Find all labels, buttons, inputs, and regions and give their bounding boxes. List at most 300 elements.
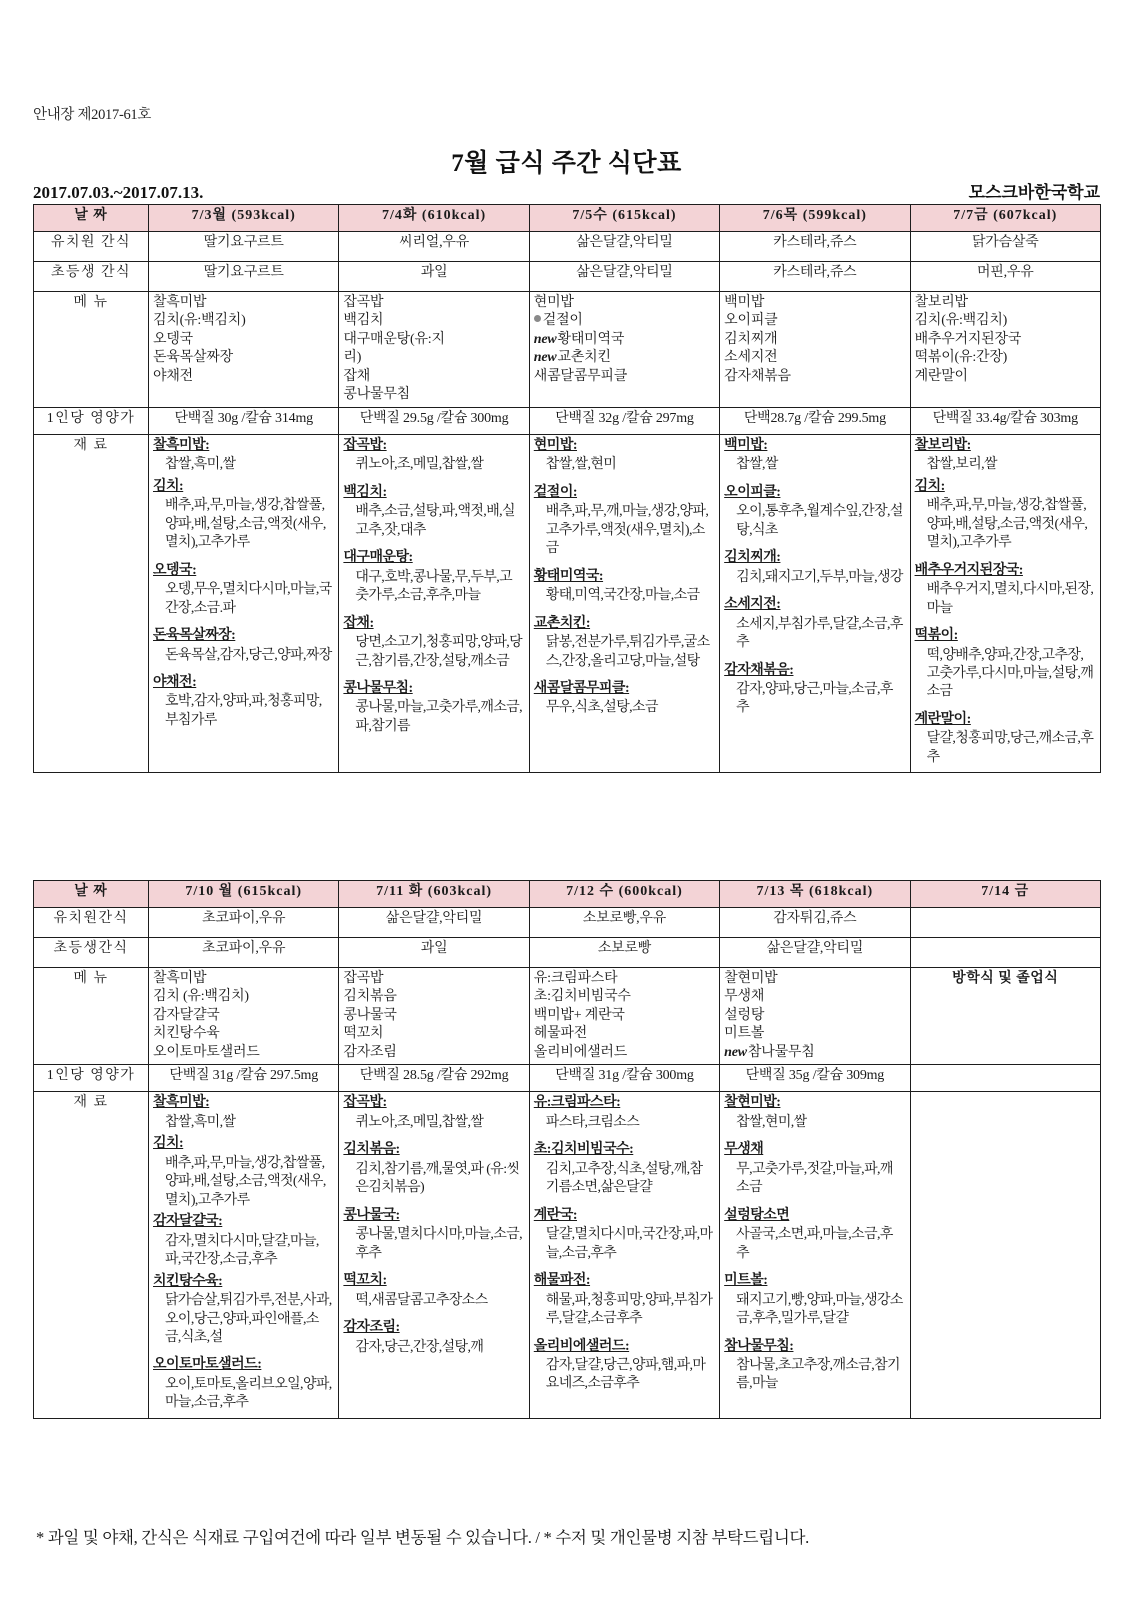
menu-item [153, 349, 334, 367]
elementary-snack-4: 카스테라,쥬스 [720, 262, 910, 292]
ingredient-dish-name: 김치볶음: [343, 1142, 400, 1158]
ingredient-list: 콩나물,멸치다시마,마늘,소금,후추 [355, 1227, 523, 1261]
page-title: 7월 급식 주간 식단표 [451, 150, 682, 177]
ingredient-dish-name: 잡채: [343, 615, 374, 631]
ingredient-list: 감자,멸치다시마,달걀,마늘,파,국간장,소금,후추 [165, 1233, 319, 1268]
menu-item-label: 오뎅국 [153, 331, 193, 347]
kinder-snack-5: 닭가슴살죽 [910, 232, 1100, 262]
day-header-5: 7/14 금 [910, 881, 1100, 908]
menu-item [343, 349, 524, 367]
ingredient-dish-name: 잡곡밥: [343, 437, 387, 453]
ingredient-list: 사골국,소면,파,마늘,소금,후추 [736, 1227, 893, 1261]
menu-item-label: 콩나물무침 [343, 387, 411, 403]
day-header-4: 7/13 목 (618kcal) [720, 881, 910, 908]
ingredient-dish-name: 황태미역국: [533, 568, 604, 584]
ingredients-cell-3 [529, 434, 719, 773]
ingredient-list: 무우,식초,설탕,소금 [545, 700, 658, 716]
kinder-snack-row [34, 232, 1101, 262]
ingredient-dish-name: 떡볶이: [914, 628, 958, 644]
ingredient-list: 찹쌀,보리,쌀 [926, 457, 997, 473]
ingredient-group [343, 1141, 524, 1197]
ingredient-dish-name: 떡꼬치: [343, 1273, 387, 1289]
menu-item [343, 386, 524, 404]
menu-item [153, 970, 334, 988]
menu-item [343, 1025, 524, 1043]
ingredient-dish-name: 현미밥: [533, 437, 578, 453]
ingredient-list: 떡,새콤달콤고추장소스 [355, 1292, 488, 1308]
nutrition-cell-3: 단백질 31g /칼슘 300mg [529, 1065, 719, 1092]
ingredient-list: 오이,토마토,올리브오일,양파,마늘,소금,후추 [165, 1376, 332, 1411]
kinder-snack-1: 딸기요구르트 [149, 232, 339, 262]
menu-item [153, 1025, 334, 1043]
menu-item [153, 368, 334, 386]
ingredient-dish-name: 대구매운탕: [343, 550, 413, 566]
menu-item-label: 김치찌개 [724, 331, 778, 347]
ingredient-dish-name: 무생채 [724, 1142, 764, 1158]
ingredient-group [343, 484, 524, 540]
ingredient-group [724, 1141, 905, 1197]
menu-item-label: 오이토마토샐러드 [153, 1044, 260, 1060]
ingredient-list: 김치,고추장,식초,설탕,깨,참기름소면,삶은달걀 [545, 1161, 703, 1196]
ingredient-list: 해물,파,청홍피망,양파,부침가루,달걀,소금후추 [545, 1292, 713, 1327]
menu-item-label: 김치(유:백김치) [914, 313, 1008, 329]
ingredient-dish-name: 교촌치킨: [533, 615, 591, 631]
row-label-ingredients: 재 료 [34, 434, 149, 773]
nutrition-cell-2: 단백질 29.5g /칼슘 300mg [339, 407, 529, 434]
ingredient-group [534, 1094, 715, 1132]
ingredient-list: 파스타,크림소스 [545, 1114, 640, 1130]
menu-item [343, 1044, 524, 1062]
menu-item [343, 331, 524, 349]
ingredient-group [153, 437, 334, 475]
ingredient-dish-name: 김치찌개: [724, 550, 781, 566]
menu-item [343, 970, 524, 988]
menu-item [724, 331, 905, 349]
ingredient-group [153, 674, 334, 730]
menu-item [724, 312, 905, 330]
row-label-menu: 메 뉴 [34, 968, 149, 1065]
menu-item [153, 331, 334, 349]
nutrition-row [34, 1065, 1101, 1092]
ingredient-dish-name: 계란국: [533, 1207, 578, 1223]
menu-item [153, 294, 334, 312]
week2-menu-table [33, 880, 1101, 1419]
ingredient-list: 감자,당근,간장,설탕,깨 [355, 1339, 484, 1355]
menu-item [343, 368, 524, 386]
menu-item [724, 368, 905, 386]
table-header-row [34, 205, 1101, 232]
day-header-2: 7/11 화 (603kcal) [339, 881, 529, 908]
menu-item-label: 오이피클 [724, 313, 778, 329]
ingredient-group [534, 437, 715, 475]
menu-item [153, 312, 334, 330]
menu-row [34, 292, 1101, 408]
menu-item [534, 349, 715, 367]
menu-item [534, 368, 715, 386]
ingredient-dish-name: 소세지전: [724, 597, 781, 613]
ingredient-group [534, 1338, 715, 1394]
menu-item [724, 988, 905, 1006]
ingredient-dish-name: 찰보리밥: [914, 437, 971, 453]
menu-item [153, 1007, 334, 1025]
menu-item [915, 368, 1096, 386]
menu-item-label: 소세지전 [724, 350, 778, 366]
ingredient-list: 오이,통후추,월계수잎,간장,설탕,식초 [736, 504, 903, 538]
menu-item-label: 배추우거지된장국 [914, 331, 1022, 347]
ingredient-dish-name: 해물파전: [533, 1273, 591, 1289]
ingredient-dish-name: 겉절이: [533, 484, 578, 500]
menu-item [724, 970, 905, 988]
row-label-elementary-snack: 초등생간식 [34, 938, 149, 968]
ingredient-dish-name: 참나물무침: [724, 1338, 794, 1354]
ingredient-dish-name: 계란말이: [914, 711, 971, 727]
nutrition-cell-1: 단백질 31g /칼슘 297.5mg [149, 1065, 339, 1092]
menu-item [534, 1044, 715, 1062]
ingredient-dish-name: 찰흑미밥: [153, 1095, 210, 1111]
ingredient-list: 배추,파,무,마늘,생강,찹쌀풀,양파,배,설탕,소금,액젓(새우,멸치),고추가루 [165, 498, 326, 551]
ingredient-list: 배추우거지,멸치,다시마,된장,마늘 [926, 582, 1094, 616]
nutrition-cell-5 [910, 1065, 1100, 1092]
menu-item-label: 대구매운탕(유:지 [343, 331, 445, 347]
menu-cell-2 [339, 968, 529, 1065]
ingredient-dish-name: 찰흑미밥: [153, 437, 210, 453]
menu-item [153, 988, 334, 1006]
menu-item-label: 교촌치킨 [557, 350, 611, 366]
ingredient-group [915, 711, 1096, 767]
ingredients-row [34, 434, 1101, 773]
ingredient-list: 배추,파,무,마늘,생강,찹쌀풀,양파,배,설탕,소금,액젓(새우,멸치),고추가루 [165, 1155, 326, 1208]
menu-item [724, 1044, 905, 1062]
day-header-4: 7/6목 (599kcal) [720, 205, 910, 232]
ingredient-group [534, 568, 715, 606]
school-name: 모스크바한국학교 [968, 183, 1100, 202]
menu-cell-1 [149, 292, 339, 408]
document-number: 안내장 제2017-61호 [33, 107, 152, 123]
menu-item-label: 잡곡밥 [343, 971, 384, 986]
header-label-date: 날 짜 [34, 205, 149, 232]
ingredients-cell-4 [720, 1092, 910, 1419]
ingredient-dish-name: 감자달걀국: [153, 1214, 223, 1230]
elementary-snack-2: 과일 [339, 938, 529, 968]
ingredients-cell-2 [339, 1092, 529, 1419]
menu-item [534, 294, 715, 312]
table-header-row [34, 881, 1101, 908]
ingredient-dish-name: 배추우거지된장국: [914, 562, 1023, 578]
ingredient-dish-name: 올리비에샐러드: [533, 1338, 630, 1354]
ingredient-group [534, 680, 715, 718]
row-label-ingredients: 재 료 [34, 1092, 149, 1419]
menu-row [34, 968, 1101, 1065]
menu-item-label: 감자달걀국 [153, 1007, 220, 1023]
ingredient-group [724, 1207, 905, 1263]
ingredient-dish-name: 잡곡밥: [343, 1095, 387, 1111]
ingredient-dish-name: 김치: [153, 478, 184, 494]
ingredient-group [724, 1338, 905, 1394]
ingredient-dish-name: 콩나물국: [343, 1207, 400, 1223]
menu-item [724, 294, 905, 312]
kinder-snack-5 [910, 908, 1100, 938]
ingredient-list: 오뎅,무우,멸치다시마,마늘,국간장,소금.파 [165, 582, 332, 616]
menu-item-label: 백미밥 [724, 295, 765, 310]
ingredient-list: 콩나물,마늘,고춧가루,깨소금,파,참기름 [355, 700, 523, 734]
ingredient-group [153, 1273, 334, 1348]
ingredient-list: 배추,소금,설탕,파,액젓,배,실고추,잣,대추 [355, 504, 515, 538]
ingredient-group [915, 627, 1096, 702]
elementary-snack-1: 딸기요구르트 [149, 262, 339, 292]
ingredient-list: 배추,파,무,깨,마늘,생강,양파,고추가루,액젓(새우,멸치),소금 [545, 504, 709, 557]
menu-item-label: 황태미역국 [557, 331, 625, 347]
menu-cell-4 [720, 292, 910, 408]
ingredient-list: 김치,돼지고기,두부,마늘,생강 [736, 569, 903, 585]
ingredient-group [343, 1094, 524, 1132]
elementary-snack-row [34, 938, 1101, 968]
ingredient-group [534, 1207, 715, 1263]
elementary-snack-1: 초코파이,우유 [149, 938, 339, 968]
kinder-snack-2: 씨리얼,우유 [339, 232, 529, 262]
menu-item-label: 잡채 [343, 368, 371, 384]
menu-item-label: 참나물무침 [747, 1044, 815, 1060]
menu-item-label: 설렁탕 [724, 1007, 765, 1023]
day-header-3: 7/12 수 (600kcal) [529, 881, 719, 908]
ingredient-dish-name: 오이토마토샐러드: [153, 1357, 262, 1373]
ingredient-list: 찹쌀,쌀,현미 [545, 457, 617, 473]
kinder-snack-4: 카스테라,쥬스 [720, 232, 910, 262]
menu-cell-5 [910, 292, 1100, 408]
menu-item [534, 1025, 715, 1043]
day-header-5: 7/7금 (607kcal) [910, 205, 1100, 232]
ingredient-dish-name: 치킨탕수육: [153, 1273, 223, 1289]
menu-item-label: 유:크림파스타 [533, 971, 618, 986]
menu-item [343, 988, 524, 1006]
menu-item-label: 겉절이 [542, 313, 583, 329]
ingredients-row [34, 1092, 1101, 1419]
ingredient-group [724, 549, 905, 587]
ingredient-dish-name: 김치: [914, 478, 945, 494]
ingredient-list: 닭봉,전분가루,튀김가루,굴소스,간장,올리고당,마늘,설탕 [545, 635, 710, 669]
ingredient-group [153, 562, 334, 618]
menu-item-label: 올리비에샐러드 [533, 1044, 628, 1060]
ingredient-list: 찹쌀,흑미,쌀 [165, 457, 236, 473]
menu-item-label: 계란말이 [914, 368, 968, 384]
menu-item [724, 349, 905, 367]
ingredient-dish-name: 백김치: [343, 484, 387, 500]
elementary-snack-5: 머핀,우유 [910, 262, 1100, 292]
ingredient-list: 찹쌀,현미,쌀 [736, 1114, 807, 1130]
ingredient-group [153, 1135, 334, 1210]
menu-item-label: 치킨탕수육 [153, 1026, 220, 1042]
menu-item-label: 김치 (유:백김치) [153, 989, 249, 1005]
ingredient-dish-name: 미트볼: [724, 1273, 768, 1289]
day-header-1: 7/10 월 (615kcal) [149, 881, 339, 908]
ingredient-list: 돼지고기,빵,양파,마늘,생강소금,후추,밀가루,달걀 [736, 1292, 903, 1327]
footnote: * 과일 및 야채, 간식은 식재료 구입여건에 따라 일부 변동될 수 있습니다. / * 수저 및 개인물병 지참 부탁드립니다. [36, 1528, 809, 1547]
ingredient-list: 감자,달걀,당근,양파,햄,파,마요네즈,소금후추 [545, 1357, 706, 1392]
ingredients-cell-5 [910, 434, 1100, 773]
ingredient-group [724, 484, 905, 540]
ingredients-cell-3 [529, 1092, 719, 1419]
menu-item [915, 349, 1096, 367]
elementary-snack-5 [910, 938, 1100, 968]
nutrition-cell-4: 단백질 35g /칼슘 309mg [720, 1065, 910, 1092]
row-label-kinder-snack: 유치원 간식 [34, 232, 149, 262]
ingredient-list: 김치,참기름,깨,물엿,파 (유:씻은김치볶음) [355, 1161, 520, 1196]
menu-item-label: 찰현미밥 [724, 971, 778, 986]
ingredient-list: 참나물,초고추장,깨소금,참기름,마늘 [736, 1357, 900, 1392]
row-label-elementary-snack: 초등생 간식 [34, 262, 149, 292]
menu-item-label: 야채전 [153, 368, 193, 384]
menu-cell-1 [149, 968, 339, 1065]
menu-item [915, 294, 1096, 312]
nutrition-cell-4: 단백28.7g /칼슘 299.5mg [720, 407, 910, 434]
row-label-nutrition: 1인당 영양가 [34, 407, 149, 434]
header-label-date: 날 짜 [34, 881, 149, 908]
menu-item-label: 백김치 [343, 313, 384, 329]
ingredients-cell-1 [149, 1092, 339, 1419]
nutrition-cell-3: 단백질 32g /칼슘 297mg [529, 407, 719, 434]
ingredient-dish-name: 유:크림파스타: [533, 1095, 621, 1111]
menu-item-label: 잡곡밥 [343, 295, 384, 310]
menu-item-label: 리) [343, 350, 362, 366]
menu-item-label: 떡꼬치 [343, 1026, 384, 1042]
menu-item-label: 떡볶이(유:간장) [914, 350, 1008, 366]
ingredient-group [534, 1141, 715, 1197]
ingredient-group [534, 1272, 715, 1328]
period-range: 2017.07.03.~2017.07.13. [33, 183, 204, 202]
ingredient-list: 당면,소고기,청홍피망,양파,당근,참기름,간장,설탕,깨소금 [355, 635, 523, 669]
menu-item [534, 988, 715, 1006]
ingredient-list: 찹쌀,쌀 [736, 457, 778, 473]
menu-item-label: 헤물파전 [533, 1026, 588, 1042]
ingredient-group [153, 1094, 334, 1132]
menu-item-label: 감자조림 [343, 1044, 397, 1060]
day-header-1: 7/3월 (593kcal) [149, 205, 339, 232]
menu-item-label: 새콤달콤무피클 [533, 368, 628, 384]
ingredient-dish-name: 백미밥: [724, 437, 768, 453]
elementary-snack-4: 삶은달걀,악티밀 [720, 938, 910, 968]
ingredient-dish-name: 김치: [153, 1136, 184, 1152]
kinder-snack-1: 초코파이,우유 [149, 908, 339, 938]
ingredient-list: 소세지,부침가루,달걀,소금,후추 [736, 616, 903, 651]
menu-item-label: 찰흑미밥 [153, 295, 207, 310]
day-header-2: 7/4화 (610kcal) [339, 205, 529, 232]
day-header-3: 7/5수 (615kcal) [529, 205, 719, 232]
menu-holiday-5: 방학식 및 졸업식 [910, 968, 1100, 1065]
ingredient-group [343, 1207, 524, 1263]
ingredient-list: 찹쌀,흑미,쌀 [165, 1114, 236, 1130]
ingredient-dish-name: 콩나물무침: [343, 680, 413, 696]
new-badge: new [533, 350, 557, 366]
menu-item-label: 현미밥 [533, 295, 574, 310]
ingredient-group [724, 596, 905, 652]
row-label-kinder-snack: 유치원간식 [34, 908, 149, 938]
elementary-snack-2: 과일 [339, 262, 529, 292]
elementary-snack-row [34, 262, 1101, 292]
ingredient-group [724, 1094, 905, 1132]
menu-item-label: 돈육목살짜장 [153, 350, 233, 366]
menu-item [343, 294, 524, 312]
ingredient-list: 대구,호박,콩나물,무,두부,고춧가루,소금,후추,마늘 [355, 569, 513, 604]
elementary-snack-3: 삶은달걀,악티밀 [529, 262, 719, 292]
nutrition-cell-5: 단백질 33.4g/칼슘 303mg [910, 407, 1100, 434]
ingredient-list: 배추,파,무,마늘,생강,찹쌀풀,양파,배,설탕,소금,액젓(새우,멸치),고추가루 [926, 498, 1088, 551]
ingredient-list: 달걀,청홍피망,당근,깨소금,후추 [926, 731, 1094, 765]
ingredient-list: 퀴노아,조,메밀,찹쌀,쌀 [355, 457, 484, 473]
menu-item-label: 콩나물국 [343, 1007, 397, 1023]
menu-cell-2 [339, 292, 529, 408]
menu-item [343, 312, 524, 330]
ingredient-group [915, 562, 1096, 618]
menu-item [534, 1007, 715, 1025]
ingredient-list: 달걀,멸치다시마,국간장,파,마늘,소금,후추 [545, 1227, 713, 1261]
ingredient-list: 닭가슴살,튀김가루,전분,사과,오이,당근,양파,파인애플,소금,식초,설 [165, 1293, 332, 1345]
ingredient-group [153, 627, 334, 665]
ingredient-group [343, 1272, 524, 1310]
menu-item-label: 감자채볶음 [724, 368, 791, 384]
kinder-snack-4: 감자튀김,쥬스 [720, 908, 910, 938]
menu-item [724, 1025, 905, 1043]
ingredients-cell-4 [720, 434, 910, 773]
ingredient-group [915, 437, 1096, 475]
ingredient-dish-name: 찰현미밥: [724, 1095, 781, 1111]
ingredient-dish-name: 야채전: [153, 674, 197, 690]
ingredient-group [343, 437, 524, 475]
ingredient-group [153, 478, 334, 553]
ingredients-cell-1 [149, 434, 339, 773]
ingredient-group [343, 1319, 524, 1357]
ingredient-list: 황태,미역,국간장,마늘,소금 [545, 588, 700, 604]
menu-item [534, 331, 715, 349]
menu-item-label: 찰보리밥 [914, 295, 968, 310]
ingredient-group [343, 615, 524, 671]
menu-item-label: 김치볶음 [343, 989, 397, 1005]
ingredient-group [915, 478, 1096, 553]
menu-item [534, 970, 715, 988]
kinder-snack-3: 삶은달걀,악티밀 [529, 232, 719, 262]
menu-item-label: 미트볼 [724, 1026, 765, 1042]
nutrition-row [34, 407, 1101, 434]
menu-item [153, 1044, 334, 1062]
ingredient-group [724, 1272, 905, 1328]
kinder-snack-3: 소보로빵,우유 [529, 908, 719, 938]
ingredient-group [343, 549, 524, 605]
kinder-snack-row [34, 908, 1101, 938]
menu-item [343, 1007, 524, 1025]
nutrition-cell-1: 단백질 30g /칼슘 314mg [149, 407, 339, 434]
ingredient-group [724, 662, 905, 718]
ingredient-group [343, 680, 524, 736]
ingredient-dish-name: 오이피클: [724, 484, 781, 500]
menu-item [724, 1007, 905, 1025]
ingredients-cell-2 [339, 434, 529, 773]
bullet-icon [534, 315, 541, 322]
menu-item [534, 312, 715, 330]
menu-item-label: 찰흑미밥 [153, 971, 207, 986]
menu-cell-3 [529, 968, 719, 1065]
ingredient-list: 퀴노아,조,메밀,찹쌀,쌀 [355, 1114, 484, 1130]
ingredient-dish-name: 새콤달콤무피클: [533, 680, 630, 696]
menu-item-label: 초:김치비빔국수 [533, 989, 631, 1005]
menu-cell-4 [720, 968, 910, 1065]
row-label-menu: 메 뉴 [34, 292, 149, 408]
ingredient-dish-name: 돈육목살짜장: [153, 628, 236, 644]
kinder-snack-2: 삶은달걀,악티밀 [339, 908, 529, 938]
menu-item-label: 백미밥+ 계란국 [533, 1007, 625, 1023]
ingredient-group [534, 484, 715, 559]
new-badge: new [724, 1044, 747, 1060]
ingredient-group [534, 615, 715, 671]
new-badge: new [533, 331, 557, 347]
menu-item [915, 312, 1096, 330]
